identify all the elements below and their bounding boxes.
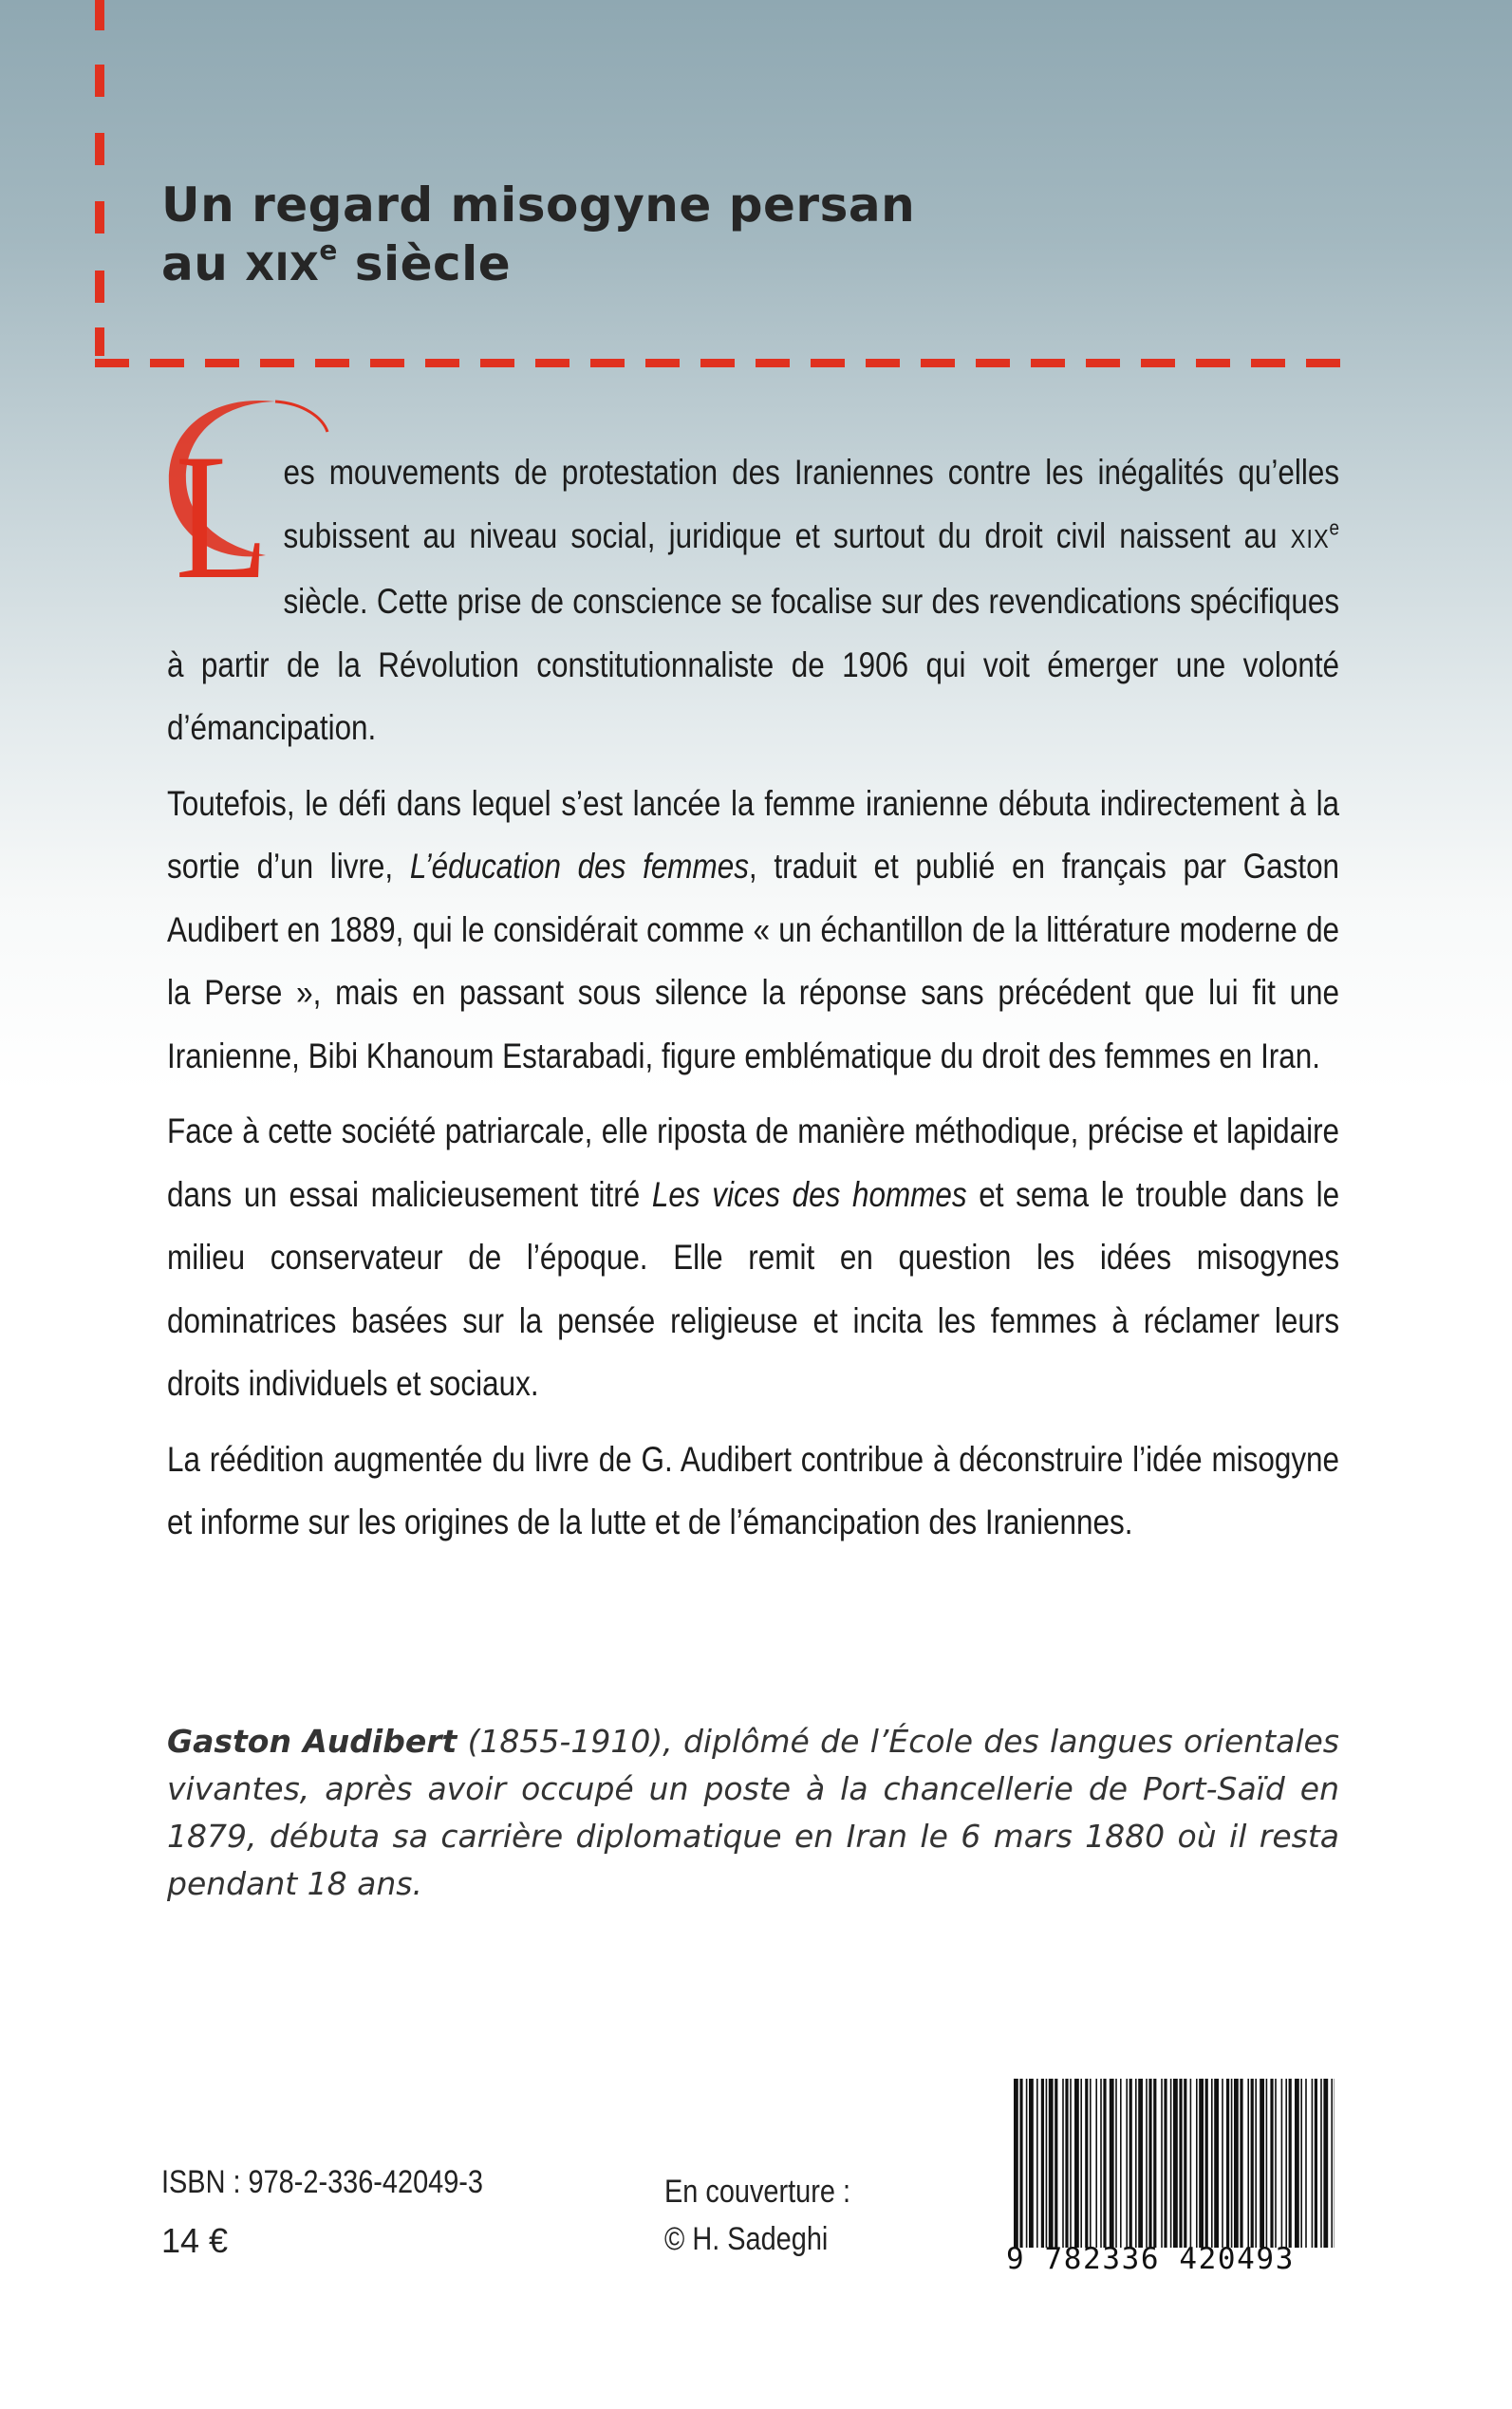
- dash-segment: [700, 359, 735, 367]
- dash-segment: [205, 359, 239, 367]
- dash-segment: [590, 359, 625, 367]
- dash-segment: [811, 359, 845, 367]
- barcode-bar: [1095, 2079, 1097, 2248]
- barcode-bar: [1173, 2079, 1178, 2248]
- dash-segment: [95, 201, 104, 233]
- barcode-bar: [1120, 2079, 1122, 2248]
- drop-cap: L: [175, 418, 270, 617]
- dash-segment: [370, 359, 404, 367]
- barcode-bar: [1270, 2079, 1273, 2248]
- paragraph-1-text-b: siècle. Cette prise de conscience se focalise sur des revendications spécifiques à partir de la Révolution constitutionnaliste de 1906 qui voit émerger une volonté d’émancipation.: [167, 582, 1340, 747]
- barcode-bar: [1255, 2079, 1257, 2248]
- paragraph-1-century: XIX: [1290, 523, 1330, 553]
- barcode-bar: [1312, 2079, 1314, 2248]
- barcode-bar: [1300, 2079, 1302, 2248]
- barcode-bar: [1205, 2079, 1208, 2248]
- barcode-bar: [1146, 2079, 1148, 2248]
- barcode-bar: [1070, 2079, 1072, 2248]
- title-line-2-suffix: siècle: [337, 236, 512, 291]
- dash-segment: [1031, 359, 1065, 367]
- dash-segment: [150, 359, 184, 367]
- dash-segment: [260, 359, 294, 367]
- barcode-bar: [1222, 2079, 1223, 2248]
- horizontal-dashed-rule: [95, 359, 1329, 368]
- barcode-bar: [1331, 2079, 1333, 2248]
- barcode-bar: [1029, 2079, 1034, 2248]
- title-century: XIX: [245, 246, 320, 289]
- barcode-bar: [1320, 2079, 1322, 2248]
- paragraph-3: [167, 1100, 1339, 1416]
- barcode-bar: [1019, 2079, 1022, 2248]
- barcode-bar: [1234, 2079, 1239, 2248]
- dash-segment: [1196, 359, 1230, 367]
- dash-segment: [95, 0, 104, 30]
- barcode-bar: [1164, 2079, 1167, 2248]
- barcode-bar: [1090, 2079, 1092, 2248]
- barcode-bar: [1135, 2079, 1137, 2248]
- barcode-bar: [1100, 2079, 1102, 2248]
- barcode-bar: [1179, 2079, 1182, 2248]
- barcode-bar: [1196, 2079, 1198, 2248]
- barcode-bar: [1080, 2079, 1082, 2248]
- barcode-bar: [1190, 2079, 1192, 2248]
- barcode-bar: [1170, 2079, 1172, 2248]
- paragraph-3-text-b: et sema le trouble dans le milieu conservateur de l’époque. Elle remit en question les idées misogynes dominatrices basées sur la pensée religieuse et incita les femmes à réclamer leurs droits individuels et sociaux.: [167, 1174, 1340, 1403]
- author-bio-text: (1855-1910), diplômé de l’École des langues orientales vivantes, après avoir occupé un poste à la chancellerie de Port-Saïd en 1879, débuta sa carrière diplomatique en Iran le 6 mars 1880 où il resta pendant 18 ans.: [167, 1723, 1339, 1902]
- barcode-bar: [1285, 2079, 1287, 2248]
- barcode-bar: [1305, 2079, 1307, 2248]
- barcode-bar: [1226, 2079, 1229, 2248]
- paragraph-2: [167, 773, 1339, 1089]
- dash-segment: [1141, 359, 1175, 367]
- paragraph-1-text-a: es mouvements de protestation des Iraniennes contre les inégalités qu’elles subissent au niveau social, juridique et surtout du droit civil naissent au: [283, 453, 1340, 555]
- barcode-bar: [1240, 2079, 1242, 2248]
- barcode-bar: [1251, 2079, 1254, 2248]
- barcode-bar: [1014, 2079, 1018, 2248]
- paragraph-2-text-b: , traduit et publié en français par Gaston Audibert en 1889, qui le considérait comme « un échantillon de la littérature moderne de la Perse », mais en passant sous silence la réponse sans précédent que lui fit une Iranienne, Bibi Khanoum Estarabadi, figure emblématique du droit des femmes en Iran.: [167, 847, 1340, 1075]
- vertical-dashed-rule: [95, 0, 104, 356]
- back-cover-blurb: [167, 418, 1340, 1567]
- barcode-bar: [1110, 2079, 1114, 2248]
- dash-segment: [645, 359, 680, 367]
- dash-segment: [1086, 359, 1120, 367]
- paragraph-1-century-sup: e: [1329, 515, 1340, 540]
- barcode-bar: [1214, 2079, 1219, 2248]
- barcode-bar: [1161, 2079, 1163, 2248]
- paragraph-1: [167, 418, 1340, 760]
- barcode-bar: [1049, 2079, 1054, 2248]
- dash-segment: [866, 359, 900, 367]
- barcode-digits: 9 782336 420493: [1006, 2242, 1295, 2276]
- dash-segment: [535, 359, 569, 367]
- title-line-1: Un regard misogyne persan: [161, 177, 916, 233]
- cover-credit: © H. Sadeghi: [664, 2221, 829, 2257]
- barcode-bar: [1115, 2079, 1117, 2248]
- barcode-bar: [1055, 2079, 1057, 2248]
- barcode-bar: [1323, 2079, 1328, 2248]
- dash-segment: [976, 359, 1010, 367]
- barcode-bar: [1085, 2079, 1088, 2248]
- dash-segment: [425, 359, 459, 367]
- barcode-bar: [1046, 2079, 1048, 2248]
- barcode-bar: [1026, 2079, 1028, 2248]
- dash-segment: [480, 359, 514, 367]
- barcode-bar: [1041, 2079, 1044, 2248]
- book-title: [161, 176, 915, 297]
- paragraph-2-text-a: Toutefois, le défi dans lequel s’est lancée la femme iranienne débuta indirectement à la sortie d’un livre,: [167, 783, 1340, 886]
- author-name: Gaston Audibert: [167, 1723, 457, 1760]
- barcode-bar: [1065, 2079, 1068, 2248]
- dash-segment: [95, 327, 104, 356]
- barcode-bar: [1260, 2079, 1264, 2248]
- dash-segment: [1306, 359, 1340, 367]
- barcode-bar: [1138, 2079, 1143, 2248]
- barcode-bar: [1247, 2079, 1249, 2248]
- dash-segment: [315, 359, 349, 367]
- barcode-bar: [1199, 2079, 1204, 2248]
- dash-segment: [95, 65, 104, 97]
- cover-credit-label: En couverture :: [664, 2174, 850, 2210]
- barcode-bar: [1281, 2079, 1283, 2248]
- barcode-bar: [1184, 2079, 1186, 2248]
- title-line-2-prefix: au: [161, 236, 246, 291]
- barcode: [1006, 2079, 1334, 2278]
- paragraph-4: La réédition augmentée du livre de G. Audibert contribue à déconstruire l’idée misogyne et informe sur les origines de la lutte et de l’émancipation des Iraniennes.: [167, 1439, 1340, 1541]
- barcode-bar: [1231, 2079, 1233, 2248]
- barcode-bar: [1153, 2079, 1156, 2248]
- paragraph-3-text-a: Face à cette société patriarcale, elle riposta de manière méthodique, précise et lapidaire dans un essai malicieusement titré: [167, 1111, 1340, 1214]
- title-century-sup: e: [319, 234, 338, 266]
- barcode-bar: [1266, 2079, 1268, 2248]
- barcode-bar: [1103, 2079, 1106, 2248]
- book-title-education: L’éducation des femmes: [409, 847, 749, 886]
- barcode-bar: [1126, 2079, 1128, 2248]
- barcode-bar: [1062, 2079, 1064, 2248]
- barcode-bar: [1074, 2079, 1079, 2248]
- barcode-bar: [1148, 2079, 1151, 2248]
- barcode-bar: [1295, 2079, 1299, 2248]
- dash-segment: [95, 359, 129, 367]
- barcode-bar: [1289, 2079, 1292, 2248]
- dash-segment: [95, 271, 104, 303]
- isbn: ISBN : 978-2-336-42049-3: [161, 2164, 483, 2200]
- barcode-bars: [1014, 2079, 1335, 2248]
- dash-segment: [1251, 359, 1285, 367]
- dash-segment: [756, 359, 790, 367]
- dash-segment: [921, 359, 955, 367]
- barcode-bar: [1129, 2079, 1132, 2248]
- barcode-bar: [1211, 2079, 1213, 2248]
- book-title-vices: Les vices des hommes: [651, 1174, 967, 1214]
- dash-segment: [95, 133, 104, 165]
- barcode-bar: [1315, 2079, 1317, 2248]
- price: 14 €: [161, 2221, 229, 2260]
- author-bio: [167, 1718, 1339, 1908]
- barcode-bar: [1275, 2079, 1277, 2248]
- barcode-bar: [1036, 2079, 1038, 2248]
